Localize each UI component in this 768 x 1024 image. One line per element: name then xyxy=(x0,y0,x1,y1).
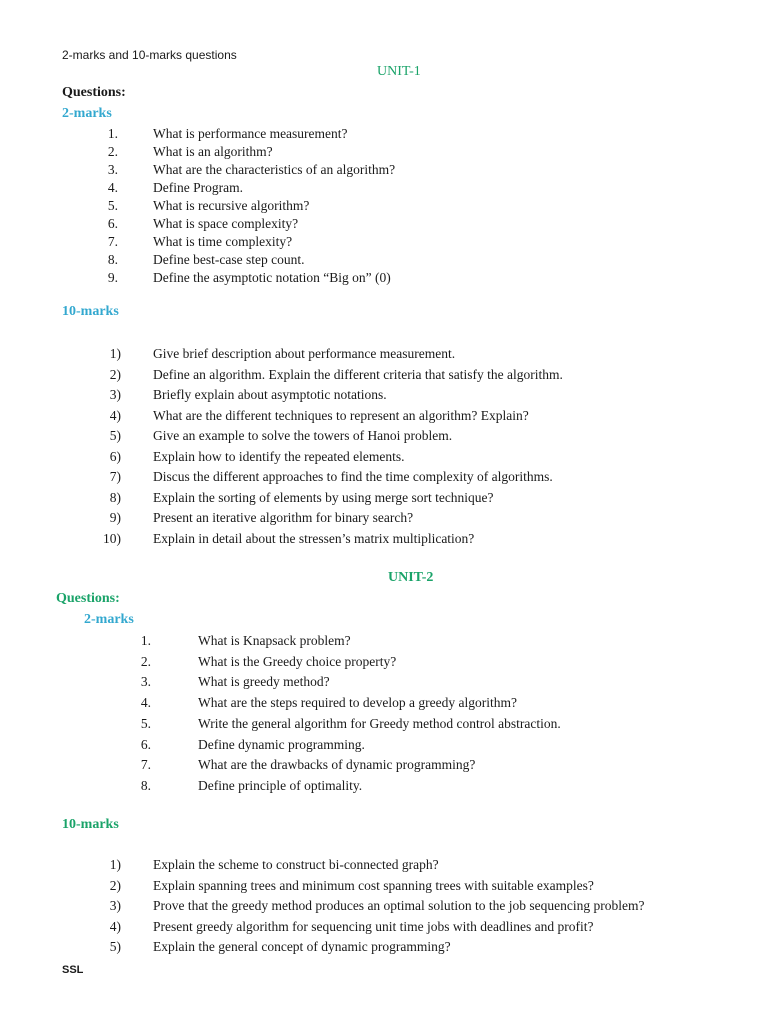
list-item-text: Briefly explain about asymptotic notations. xyxy=(153,387,387,402)
list-item-number: 1) xyxy=(109,857,121,872)
list-item-text: Explain spanning trees and minimum cost spanning trees with suitable examples? xyxy=(153,877,594,893)
list-item-text: What are the characteristics of an algorithm? xyxy=(153,162,396,177)
list-item-number: 6. xyxy=(107,216,118,231)
list-item-text: Explain the general concept of dynamic programming? xyxy=(153,939,451,954)
list-item-number: 1. xyxy=(140,633,151,648)
list-item-text: What is space complexity? xyxy=(153,216,299,231)
list-item-text: Present an iterative algorithm for binary search? xyxy=(153,510,414,525)
list-item-text: What is the Greedy choice property? xyxy=(198,653,397,669)
list-item-number: 3. xyxy=(140,674,151,690)
unit2-10marks-label: 10-marks xyxy=(62,817,119,832)
unit1-10marks-label: 10-marks xyxy=(62,304,119,319)
unit1-questions-label: Questions: xyxy=(62,85,126,100)
list-item-text: What is Knapsack problem? xyxy=(198,633,351,648)
list-item-text: What is time complexity? xyxy=(153,234,293,249)
list-item-text: Define dynamic programming. xyxy=(198,736,365,752)
unit1-heading: UNIT-1 xyxy=(377,64,421,79)
unit2-heading: UNIT-2 xyxy=(388,570,434,585)
list-item-number: 2. xyxy=(107,144,118,159)
list-item-text: What is greedy method? xyxy=(198,674,330,690)
list-item-number: 3) xyxy=(109,898,121,913)
list-item-text: What are the drawbacks of dynamic programming? xyxy=(198,757,476,773)
list-item-text: Give an example to solve the towers of Hanoi problem. xyxy=(153,428,453,443)
list-item-text: Explain the sorting of elements by using merge sort technique? xyxy=(153,489,494,505)
list-item-number: 5) xyxy=(109,939,121,954)
list-item-text: Prove that the greedy method produces an optimal solution to the job sequencing problem? xyxy=(153,898,645,913)
list-item-number: 5. xyxy=(140,715,151,731)
list-item-number: 5. xyxy=(107,198,118,213)
list-item-number: 9. xyxy=(107,270,118,285)
list-item-text: Explain in detail about the stressen’s matrix multiplication? xyxy=(153,530,475,546)
list-item-text: What is recursive algorithm? xyxy=(153,198,310,213)
list-item-number: 9) xyxy=(109,510,121,525)
list-item-text: What is an algorithm? xyxy=(153,144,273,159)
list-item-text: What are the steps required to develop a greedy algorithm? xyxy=(198,695,517,711)
list-item-text: Define Program. xyxy=(153,180,243,195)
list-item-number: 6. xyxy=(140,736,151,752)
list-item-text: Define best-case step count. xyxy=(153,252,305,267)
list-item-text: Explain the scheme to construct bi-connected graph? xyxy=(153,857,439,872)
list-item-text: Present greedy algorithm for sequencing unit time jobs with deadlines and profit? xyxy=(153,918,594,934)
list-item-number: 7. xyxy=(140,757,151,773)
list-item-number: 4) xyxy=(109,918,121,934)
list-item-number: 3. xyxy=(107,162,118,177)
list-item-text: Discus the different approaches to find the time complexity of algorithms. xyxy=(153,469,553,484)
unit2-questions-label: Questions: xyxy=(56,591,120,606)
list-item-number: 10) xyxy=(103,530,121,546)
unit1-2marks-label: 2-marks xyxy=(62,106,112,121)
list-item-number: 8. xyxy=(140,777,151,793)
list-item-number: 1) xyxy=(109,346,121,361)
list-item-text: Give brief description about performance measurement. xyxy=(153,346,456,361)
list-item-number: 3) xyxy=(109,387,121,402)
list-item-number: 2) xyxy=(109,366,121,382)
list-item-text: Define principle of optimality. xyxy=(198,777,363,793)
list-item-number: 2. xyxy=(140,653,151,669)
list-item-number: 4. xyxy=(140,695,151,711)
list-item-text: What are the different techniques to represent an algorithm? Explain? xyxy=(153,407,529,423)
list-item-text: Define the asymptotic notation “Big on” (0) xyxy=(153,270,391,285)
list-item-number: 8. xyxy=(107,252,118,267)
list-item-text: What is performance measurement? xyxy=(153,126,348,141)
list-item-text: Explain how to identify the repeated elements. xyxy=(153,448,405,464)
list-item-number: 7. xyxy=(107,234,118,249)
page-footer: SSL xyxy=(62,964,84,976)
list-item-number: 8) xyxy=(109,489,121,505)
list-item-number: 1. xyxy=(107,126,118,141)
list-item-number: 2) xyxy=(109,877,121,893)
list-item-number: 7) xyxy=(109,469,121,484)
list-item-text: Define an algorithm. Explain the different criteria that satisfy the algorithm. xyxy=(153,366,563,382)
unit2-2marks-label: 2-marks xyxy=(84,612,134,627)
list-item-number: 5) xyxy=(109,428,121,443)
list-item-text: Write the general algorithm for Greedy method control abstraction. xyxy=(198,715,561,731)
list-item-number: 6) xyxy=(109,448,121,464)
list-item-number: 4) xyxy=(109,407,121,423)
document-title: 2-marks and 10-marks questions xyxy=(62,48,237,62)
list-item-number: 4. xyxy=(107,180,118,195)
